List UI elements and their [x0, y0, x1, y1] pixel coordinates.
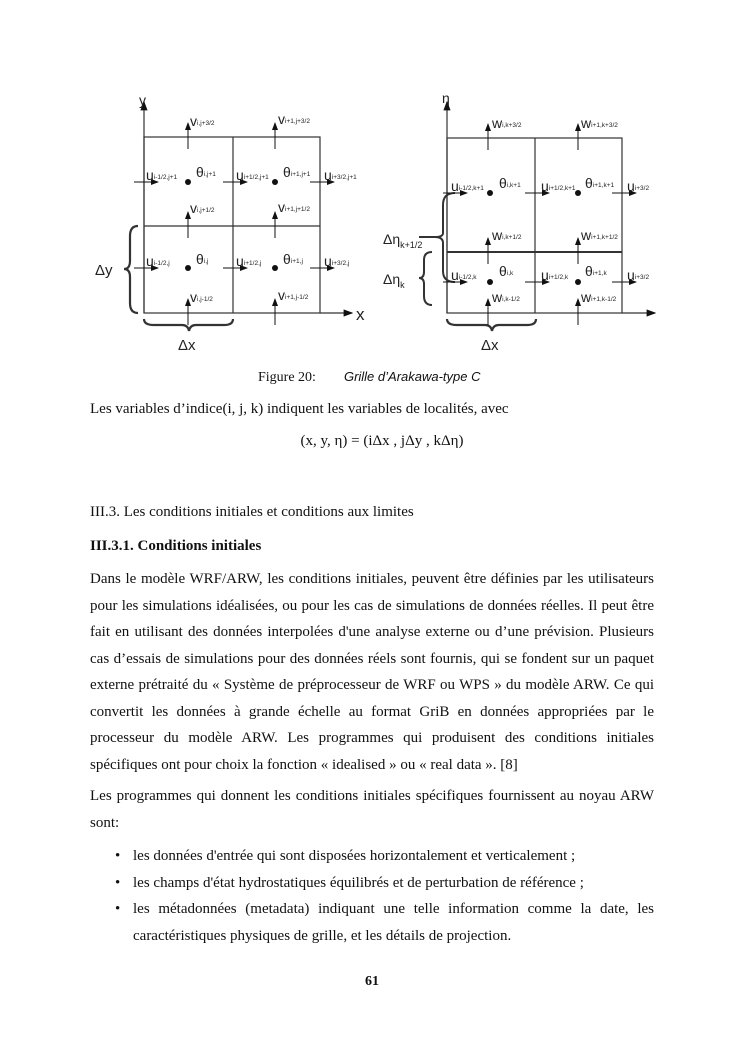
- left-grid-xy: [124, 102, 352, 331]
- text-line: spécifiques ont pour choix la fonction « idealised » ou « real data ». [8]: [90, 756, 518, 773]
- text-line: convertit les données à grande échelle au format GriB en données appropriées par le: [90, 703, 654, 720]
- subsection-heading: III.3.1. Conditions initiales: [90, 538, 262, 554]
- delta-y-label: Δy: [95, 262, 113, 279]
- delta-eta-k-half-label: $\Delta\eta_{k+1/2}$: [383, 231, 423, 250]
- grid-variable-label: θi+1,j+1: [283, 164, 311, 180]
- text-line: processeur du modèle ARW. Les programmes qui produisent des conditions initiales: [90, 730, 654, 746]
- grid-variable-label: ui-1/2,k+1: [451, 178, 484, 194]
- scalar-point: [185, 179, 191, 185]
- scalar-point: [272, 179, 278, 185]
- grid-variable-label: vi+1,j+1/2: [278, 199, 310, 215]
- x-axis-label: x: [356, 305, 365, 324]
- grid-variable-label: wi+1,k-1/2: [581, 289, 617, 305]
- grid-variable-label: θi,k: [499, 263, 514, 279]
- figure-title: Grille d’Arakawa-type C: [343, 369, 481, 384]
- grid-variable-label: wi+1,k+3/2: [581, 115, 618, 131]
- grid-variable-label: ui+3/2,j+1: [324, 167, 357, 183]
- grid-variable-label: ui+1/2,j+1: [236, 167, 269, 183]
- grid-variable-label: θi,k+1: [499, 175, 521, 191]
- grid-variable-label: ui-1/2,j: [146, 253, 170, 269]
- arakawa-c-grid-figure: [0, 0, 744, 365]
- text-line: les données d'entrée qui sont disposées horizontalement et verticalement ;: [133, 848, 576, 864]
- page-number: 61: [365, 974, 379, 989]
- grid-variable-label: ui-1/2,j+1: [146, 167, 178, 183]
- text-line: Dans le modèle WRF/ARW, les conditions initiales, peuvent être définies par les utilisateurs: [90, 571, 654, 587]
- figure-number: Figure 20:: [258, 370, 316, 385]
- bullet-icon: •: [115, 874, 121, 891]
- grid-variable-label: ui+3/2,j: [324, 253, 350, 269]
- scalar-point: [272, 265, 278, 271]
- delta-x-label: Δx: [178, 337, 196, 354]
- grid-variable-label: wi,k+3/2: [492, 115, 522, 131]
- bullet-icon: •: [115, 901, 121, 917]
- grid-variable-label: vi+1,j+3/2: [278, 111, 310, 127]
- grid-variable-label: ui-1/2,k: [451, 267, 477, 283]
- delta-x-label-right: Δx: [481, 337, 499, 354]
- grid-variable-label: θi,j: [196, 251, 209, 267]
- text-line: cas d’essais de simulations pour des données réels sont fournis, qui se fondent sur un paquet: [90, 650, 654, 667]
- grid-variable-label: ui+1/2,j: [236, 253, 262, 269]
- grid-variable-label: vi,j+1/2: [190, 200, 215, 216]
- grid-variable-label: ui+1/2,k+1: [541, 178, 576, 194]
- scalar-point: [487, 279, 493, 285]
- grid-variable-label: θi+1,j: [283, 251, 303, 267]
- grid-variable-label: θi+1,k: [585, 263, 607, 279]
- grid-variable-label: wi,k+1/2: [492, 227, 522, 243]
- right-grid-xeta: [419, 102, 655, 331]
- y-axis-label: y: [139, 92, 146, 108]
- delta-eta-k-label: $\Delta\eta_k$: [383, 271, 405, 290]
- text-line: Les programmes qui donnent les conditions initiales spécifiques fournissent au noyau ARW: [90, 788, 654, 804]
- grid-variable-label: vi,j-1/2: [190, 289, 213, 305]
- intro-text: Les variables d’indice(i, j, k) indiquent les variables de localités, avec: [90, 401, 509, 417]
- scalar-point: [575, 279, 581, 285]
- text-line: pour les simulations idéalisées, ou pour les cas de simulations de données réelles. Il peut être: [90, 597, 654, 614]
- formula: (x, y, η) = (iΔx , jΔy , kΔη): [300, 433, 464, 449]
- figure-caption: [258, 369, 481, 386]
- scalar-point: [185, 265, 191, 271]
- bullet-icon: •: [115, 848, 121, 864]
- grid-variable-label: vi,j+3/2: [190, 113, 215, 129]
- grid-variable-label: ui+3/2: [627, 267, 650, 283]
- grid-variable-label: vi+1,j-1/2: [278, 287, 309, 303]
- delta-y-brace: [124, 226, 138, 313]
- text-line: externe prétraité du « Système de préprocesseur de WRF ou WPS » du modèle ARW. Ce qui: [90, 677, 654, 693]
- scalar-point: [487, 190, 493, 196]
- grid-variable-label: θi,j+1: [196, 164, 216, 180]
- text-line: caractéristiques physiques de grille, et les détails de projection.: [133, 927, 512, 944]
- text-line: les métadonnées (metadata) indiquant une telle information comme la date, les: [133, 901, 654, 917]
- eta-axis-label: η: [442, 90, 450, 106]
- text-line: sont:: [90, 814, 120, 831]
- grid-variable-label: wi,k-1/2: [492, 289, 520, 305]
- text-line: fait en utilisant des données interpolées d'une analyse externe ou d’une prévision. Plusieurs: [90, 624, 654, 640]
- scalar-point: [575, 190, 581, 196]
- text-line: les champs d'état hydrostatiques équilibrés et de perturbation de référence ;: [133, 874, 584, 891]
- grid-variable-label: θi+1,k+1: [585, 175, 615, 191]
- section-heading: III.3. Les conditions initiales et conditions aux limites: [90, 504, 414, 520]
- grid-variable-label: ui+1/2,k: [541, 267, 569, 283]
- grid-variable-label: ui+3/2: [627, 178, 650, 194]
- grid-variable-label: wi+1,k+1/2: [581, 227, 618, 243]
